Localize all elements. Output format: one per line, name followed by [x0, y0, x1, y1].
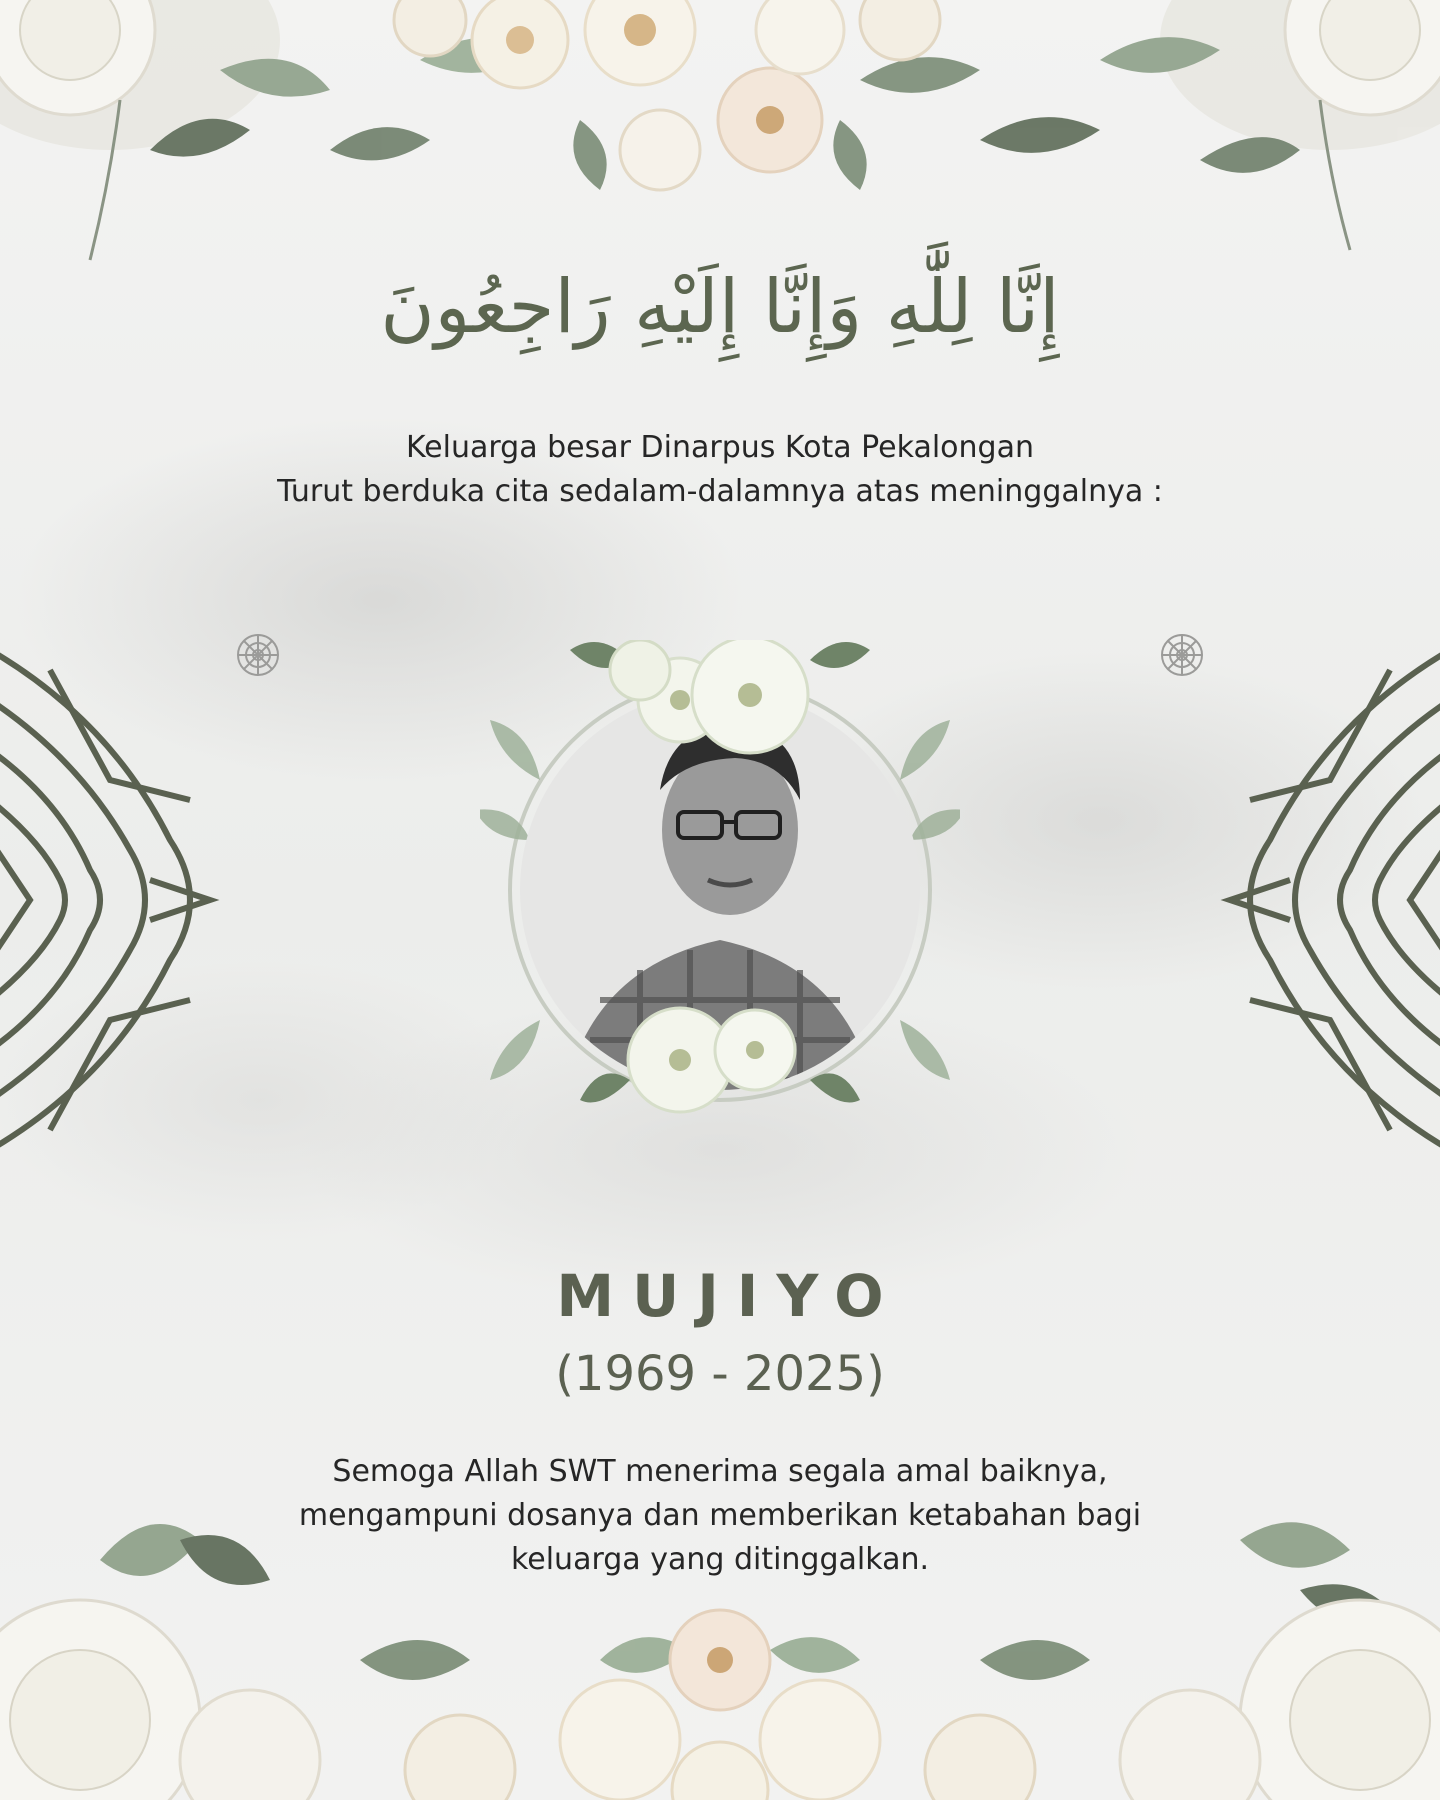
- deceased-name: MUJIYO: [556, 1262, 902, 1330]
- prayer-text: [0, 1450, 1440, 1582]
- top-floral-garland-icon: [0, 0, 1440, 300]
- intro-line-1: Keluarga besar Dinarpus Kota Pekalongan: [406, 430, 1034, 465]
- prayer-line-3: keluarga yang ditinggalkan.: [510, 1542, 930, 1577]
- portrait-wreath: [480, 640, 960, 1120]
- intro-line-2: Turut berduka cita sedalam-dalamnya atas meninggalnya :: [277, 474, 1163, 509]
- arabic-heading: إِنَّا لِلَّٰهِ وَإِنَّا إِلَيْهِ رَاجِعُونَ: [380, 264, 1060, 350]
- prayer-line-1: Semoga Allah SWT menerima segala amal baiknya,: [332, 1454, 1108, 1489]
- intro-text: [0, 426, 1440, 514]
- prayer-line-2: mengampuni dosanya dan memberikan ketabahan bagi: [298, 1498, 1142, 1533]
- deceased-years: (1969 - 2025): [555, 1346, 885, 1402]
